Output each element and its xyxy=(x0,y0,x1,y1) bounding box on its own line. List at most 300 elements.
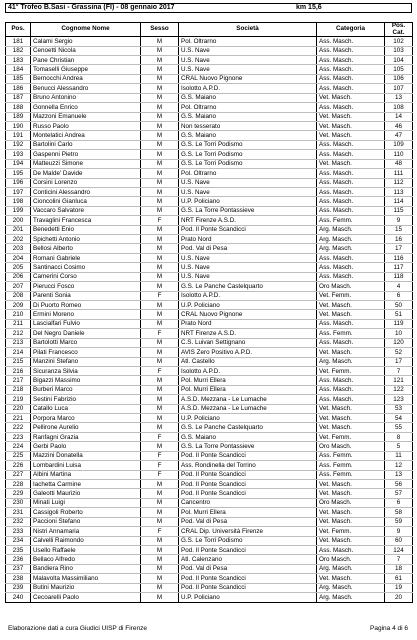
cell-name: Matteuzzi Simone xyxy=(31,159,141,168)
cell-sex: M xyxy=(141,545,179,554)
cell-category: Arg. Masch. xyxy=(317,357,385,366)
cell-name: Montelatici Andrea xyxy=(31,131,141,140)
cell-pos: 216 xyxy=(6,366,31,375)
cell-category: Ass. Masch. xyxy=(317,338,385,347)
cell-category: Vet. Femm. xyxy=(317,291,385,300)
cell-sex: M xyxy=(141,140,179,149)
cell-cat-pos: 50 xyxy=(385,301,413,310)
cell-name: Gonnella Enrico xyxy=(31,103,141,112)
cell-club: U.P. Policiano xyxy=(179,301,317,310)
cell-pos: 205 xyxy=(6,263,31,272)
cell-club: Pod. Il Ponte Scandicci xyxy=(179,225,317,234)
cell-club: Isolotto A.P.D. xyxy=(179,366,317,375)
cell-category: Ass. Masch. xyxy=(317,395,385,404)
cell-pos: 236 xyxy=(6,555,31,564)
table-row xyxy=(6,498,413,507)
cell-category: Arg. Masch. xyxy=(317,564,385,573)
cell-pos: 226 xyxy=(6,461,31,470)
cell-sex: M xyxy=(141,498,179,507)
cell-category: Ass. Masch. xyxy=(317,65,385,74)
table-row xyxy=(6,583,413,592)
cell-cat-pos: 58 xyxy=(385,508,413,517)
table-row xyxy=(6,536,413,545)
footer-page-number: Pagina 4 di 6 xyxy=(370,625,408,632)
cell-pos: 199 xyxy=(6,206,31,215)
cell-category: Oro Masch. xyxy=(317,498,385,507)
cell-category: Vet. Femm. xyxy=(317,527,385,536)
cell-cat-pos: 20 xyxy=(385,593,413,602)
cell-sex: M xyxy=(141,282,179,291)
table-row xyxy=(6,470,413,479)
cell-club: Pol. Oltrarno xyxy=(179,37,317,46)
cell-category: Ass. Masch. xyxy=(317,385,385,394)
cell-sex: M xyxy=(141,574,179,583)
cell-pos: 224 xyxy=(6,442,31,451)
cell-cat-pos: 60 xyxy=(385,536,413,545)
cell-pos: 215 xyxy=(6,357,31,366)
cell-pos: 210 xyxy=(6,310,31,319)
cell-club: U.P. Policiano xyxy=(179,414,317,423)
table-row xyxy=(6,376,413,385)
cell-cat-pos: 103 xyxy=(385,46,413,55)
cell-name: Galeotti Maurizio xyxy=(31,489,141,498)
cell-sex: M xyxy=(141,253,179,262)
cell-club: G.S. Le Torri Podismo xyxy=(179,159,317,168)
cell-pos: 181 xyxy=(6,37,31,46)
cell-category: Ass. Femm. xyxy=(317,329,385,338)
cell-name: Cecoarelli Paolo xyxy=(31,593,141,602)
cell-club: U.P. Policiano xyxy=(179,593,317,602)
cell-cat-pos: 19 xyxy=(385,583,413,592)
cell-club: Pod. Val di Pesa xyxy=(179,564,317,573)
cell-cat-pos: 7 xyxy=(385,555,413,564)
cell-sex: M xyxy=(141,244,179,253)
cell-name: Camerini Corso xyxy=(31,272,141,281)
table-row xyxy=(6,564,413,573)
cell-sex: M xyxy=(141,404,179,413)
cell-name: Di Puorto Romeo xyxy=(31,301,141,310)
cell-cat-pos: 108 xyxy=(385,103,413,112)
cell-category: Ass. Masch. xyxy=(317,150,385,159)
cell-pos: 185 xyxy=(6,74,31,83)
cell-club: Atl. Calenzano xyxy=(179,555,317,564)
cell-cat-pos: 18 xyxy=(385,564,413,573)
cell-name: Lombardini Luisa xyxy=(31,461,141,470)
cell-club: G.S. Le Panche Castelquarto xyxy=(179,423,317,432)
cell-sex: M xyxy=(141,376,179,385)
cell-cat-pos: 123 xyxy=(385,395,413,404)
cell-club: G.S. Maiano xyxy=(179,112,317,121)
cell-cat-pos: 13 xyxy=(385,93,413,102)
cell-cat-pos: 17 xyxy=(385,357,413,366)
cell-club: Pod. Il Ponte Scandicci xyxy=(179,489,317,498)
cell-name: Sicuranza Silvia xyxy=(31,366,141,375)
cell-club: Isolotto A.P.D. xyxy=(179,291,317,300)
cell-category: Ass. Masch. xyxy=(317,197,385,206)
cell-cat-pos: 14 xyxy=(385,112,413,121)
cell-category: Ass. Masch. xyxy=(317,74,385,83)
cell-sex: M xyxy=(141,263,179,272)
cell-cat-pos: 112 xyxy=(385,178,413,187)
race-title-bar xyxy=(5,3,412,13)
cell-name: Cenoetti Nicola xyxy=(31,46,141,55)
col-header-pos: Pos. xyxy=(6,23,31,37)
cell-sex: M xyxy=(141,150,179,159)
cell-name: Mazzini Donatella xyxy=(31,451,141,460)
cell-sex: M xyxy=(141,187,179,196)
cell-club: Pol. Murri Ellera xyxy=(179,376,317,385)
cell-cat-pos: 53 xyxy=(385,404,413,413)
cell-name: Romani Gabriele xyxy=(31,253,141,262)
cell-sex: M xyxy=(141,46,179,55)
table-row xyxy=(6,103,413,112)
cell-pos: 186 xyxy=(6,84,31,93)
cell-cat-pos: 119 xyxy=(385,319,413,328)
cell-pos: 208 xyxy=(6,291,31,300)
table-row xyxy=(6,65,413,74)
cell-name: Parenti Sonia xyxy=(31,291,141,300)
table-row xyxy=(6,348,413,357)
cell-cat-pos: 6 xyxy=(385,291,413,300)
cell-pos: 240 xyxy=(6,593,31,602)
cell-name: Burberi Marco xyxy=(31,385,141,394)
cell-sex: M xyxy=(141,225,179,234)
table-row xyxy=(6,395,413,404)
cell-club: Atl. Castello xyxy=(179,357,317,366)
cell-sex: M xyxy=(141,197,179,206)
results-table xyxy=(5,22,413,603)
cell-category: Vet. Masch. xyxy=(317,131,385,140)
table-row xyxy=(6,432,413,441)
cell-pos: 221 xyxy=(6,414,31,423)
cell-category: Vet. Masch. xyxy=(317,348,385,357)
table-row xyxy=(6,169,413,178)
footer-credits: Elaborazione dati a cura Giudici UISP di Firenze xyxy=(8,625,147,632)
cell-sex: M xyxy=(141,84,179,93)
cell-pos: 200 xyxy=(6,216,31,225)
cell-sex: F xyxy=(141,470,179,479)
cell-club: Ass. Rondinella del Torrino xyxy=(179,461,317,470)
cell-pos: 195 xyxy=(6,169,31,178)
cell-pos: 202 xyxy=(6,235,31,244)
cell-cat-pos: 118 xyxy=(385,272,413,281)
cell-pos: 214 xyxy=(6,348,31,357)
cell-category: Vet. Masch. xyxy=(317,121,385,130)
cell-category: Arg. Masch. xyxy=(317,244,385,253)
table-row xyxy=(6,555,413,564)
table-row xyxy=(6,263,413,272)
cell-category: Vet. Masch. xyxy=(317,489,385,498)
cell-name: Conticini Alessandro xyxy=(31,187,141,196)
cell-cat-pos: 47 xyxy=(385,131,413,140)
cell-name: Catallo Luca xyxy=(31,404,141,413)
cell-cat-pos: 10 xyxy=(385,329,413,338)
cell-cat-pos: 9 xyxy=(385,216,413,225)
table-row xyxy=(6,272,413,281)
cell-club: G.S. Maiano xyxy=(179,131,317,140)
cell-name: Bernocchi Andrea xyxy=(31,74,141,83)
table-row xyxy=(6,140,413,149)
cell-pos: 218 xyxy=(6,385,31,394)
cell-cat-pos: 124 xyxy=(385,545,413,554)
cell-sex: M xyxy=(141,414,179,423)
cell-name: Mazzoni Emanuele xyxy=(31,112,141,121)
cell-cat-pos: 113 xyxy=(385,187,413,196)
table-row xyxy=(6,527,413,536)
race-title: 41° Trofeo B.Sasi - Grassina (FI) - 08 gennaio 2017 xyxy=(8,4,175,11)
cell-cat-pos: 111 xyxy=(385,169,413,178)
cell-category: Vet. Femm. xyxy=(317,432,385,441)
cell-sex: M xyxy=(141,56,179,65)
cell-sex: F xyxy=(141,329,179,338)
cell-pos: 235 xyxy=(6,545,31,554)
cell-club: A.S.D. Mezzana - Le Lumache xyxy=(179,404,317,413)
cell-sex: M xyxy=(141,103,179,112)
cell-club: G.S. Le Torri Podismo xyxy=(179,150,317,159)
cell-name: Bellosi Alberto xyxy=(31,244,141,253)
cell-pos: 197 xyxy=(6,187,31,196)
cell-category: Arg. Masch. xyxy=(317,583,385,592)
cell-name: Benucci Alessandro xyxy=(31,84,141,93)
cell-name: Ranfagni Grazia xyxy=(31,432,141,441)
cell-sex: M xyxy=(141,385,179,394)
cell-name: Pane Christian xyxy=(31,56,141,65)
cell-cat-pos: 16 xyxy=(385,235,413,244)
cell-cat-pos: 116 xyxy=(385,253,413,262)
cell-name: Bandiera Rino xyxy=(31,564,141,573)
cell-pos: 207 xyxy=(6,282,31,291)
cell-category: Vet. Masch. xyxy=(317,159,385,168)
cell-name: Bruno Antonino xyxy=(31,93,141,102)
cell-sex: M xyxy=(141,272,179,281)
cell-category: Vet. Masch. xyxy=(317,423,385,432)
cell-pos: 201 xyxy=(6,225,31,234)
cell-club: U.P. Policiano xyxy=(179,197,317,206)
cell-category: Oro Masch. xyxy=(317,282,385,291)
table-row xyxy=(6,150,413,159)
cell-club: Pol. Oltrarno xyxy=(179,169,317,178)
cell-pos: 194 xyxy=(6,159,31,168)
cell-name: Pilati Francesco xyxy=(31,348,141,357)
table-row xyxy=(6,574,413,583)
cell-sex: M xyxy=(141,169,179,178)
cell-name: Porpora Marco xyxy=(31,414,141,423)
cell-cat-pos: 17 xyxy=(385,244,413,253)
cell-category: Ass. Masch. xyxy=(317,84,385,93)
cell-name: Bartolini Carlo xyxy=(31,140,141,149)
cell-pos: 217 xyxy=(6,376,31,385)
cell-name: Paccioni Stefano xyxy=(31,517,141,526)
cell-category: Ass. Masch. xyxy=(317,187,385,196)
cell-club: Pod. Il Ponte Scandicci xyxy=(179,583,317,592)
cell-club: Pod. Val di Pesa xyxy=(179,244,317,253)
cell-category: Ass. Masch. xyxy=(317,545,385,554)
cell-sex: F xyxy=(141,432,179,441)
cell-cat-pos: 55 xyxy=(385,423,413,432)
table-row xyxy=(6,357,413,366)
table-row xyxy=(6,291,413,300)
cell-pos: 204 xyxy=(6,253,31,262)
cell-club: CRAL Dip. Università Firenze xyxy=(179,527,317,536)
cell-pos: 234 xyxy=(6,536,31,545)
table-row xyxy=(6,93,413,102)
cell-cat-pos: 52 xyxy=(385,348,413,357)
cell-cat-pos: 13 xyxy=(385,470,413,479)
table-row xyxy=(6,84,413,93)
cell-cat-pos: 11 xyxy=(385,451,413,460)
cell-sex: M xyxy=(141,517,179,526)
table-row xyxy=(6,451,413,460)
cell-category: Ass. Femm. xyxy=(317,470,385,479)
cell-name: Spichetti Antonio xyxy=(31,235,141,244)
cell-pos: 229 xyxy=(6,489,31,498)
results-body xyxy=(6,37,413,602)
cell-pos: 192 xyxy=(6,140,31,149)
cell-sex: M xyxy=(141,65,179,74)
cell-pos: 206 xyxy=(6,272,31,281)
cell-name: Bellaco Alfredo xyxy=(31,555,141,564)
col-header-name: Cognome Nome xyxy=(31,23,141,37)
table-row xyxy=(6,46,413,55)
cell-cat-pos: 12 xyxy=(385,461,413,470)
cell-cat-pos: 8 xyxy=(385,432,413,441)
cell-cat-pos: 59 xyxy=(385,517,413,526)
cell-cat-pos: 46 xyxy=(385,121,413,130)
cell-category: Ass. Masch. xyxy=(317,46,385,55)
cell-sex: M xyxy=(141,536,179,545)
cell-cat-pos: 7 xyxy=(385,366,413,375)
cell-cat-pos: 109 xyxy=(385,140,413,149)
cell-cat-pos: 56 xyxy=(385,480,413,489)
cell-club: A.S.D. Mezzana - Le Lumache xyxy=(179,395,317,404)
table-row xyxy=(6,489,413,498)
cell-pos: 231 xyxy=(6,508,31,517)
table-row xyxy=(6,338,413,347)
table-row xyxy=(6,206,413,215)
cell-club: U.S. Nave xyxy=(179,253,317,262)
cell-cat-pos: 107 xyxy=(385,84,413,93)
table-row xyxy=(6,593,413,602)
col-header-category: Categoria xyxy=(317,23,385,37)
cell-cat-pos: 110 xyxy=(385,150,413,159)
cell-club: Prato Nord xyxy=(179,319,317,328)
table-row xyxy=(6,319,413,328)
table-row xyxy=(6,282,413,291)
table-row xyxy=(6,225,413,234)
cell-name: Sestini Fabrizio xyxy=(31,395,141,404)
cell-cat-pos: 115 xyxy=(385,206,413,215)
cell-cat-pos: 121 xyxy=(385,376,413,385)
cell-name: Pellirone Aurelio xyxy=(31,423,141,432)
cell-pos: 198 xyxy=(6,197,31,206)
cell-category: Vet. Masch. xyxy=(317,574,385,583)
cell-club: Pol. Murri Ellera xyxy=(179,385,317,394)
cell-pos: 220 xyxy=(6,404,31,413)
cell-club: U.S. Nave xyxy=(179,46,317,55)
cell-club: G.S. Le Torri Podismo xyxy=(179,140,317,149)
table-row xyxy=(6,56,413,65)
cell-name: Cioncolini Gianluca xyxy=(31,197,141,206)
cell-club: Pod. Il Ponte Scandicci xyxy=(179,470,317,479)
cell-sex: M xyxy=(141,121,179,130)
cell-name: Iachetta Carmine xyxy=(31,480,141,489)
cell-category: Ass. Masch. xyxy=(317,263,385,272)
cell-cat-pos: 122 xyxy=(385,385,413,394)
cell-sex: M xyxy=(141,131,179,140)
table-row xyxy=(6,461,413,470)
table-row xyxy=(6,159,413,168)
cell-category: Ass. Femm. xyxy=(317,451,385,460)
cell-pos: 227 xyxy=(6,470,31,479)
cell-sex: M xyxy=(141,93,179,102)
cell-name: Pierucci Fosco xyxy=(31,282,141,291)
cell-category: Vet. Masch. xyxy=(317,480,385,489)
cell-club: U.S. Nave xyxy=(179,272,317,281)
cell-pos: 184 xyxy=(6,65,31,74)
cell-pos: 237 xyxy=(6,564,31,573)
cell-name: Lascialfari Fulvio xyxy=(31,319,141,328)
cell-category: Ass. Masch. xyxy=(317,206,385,215)
cell-pos: 209 xyxy=(6,301,31,310)
cell-sex: F xyxy=(141,461,179,470)
cell-club: Cancentro xyxy=(179,498,317,507)
table-row xyxy=(6,310,413,319)
cell-pos: 193 xyxy=(6,150,31,159)
cell-name: Benedetti Enio xyxy=(31,225,141,234)
cell-sex: M xyxy=(141,74,179,83)
cell-pos: 191 xyxy=(6,131,31,140)
cell-cat-pos: 105 xyxy=(385,65,413,74)
cell-sex: M xyxy=(141,348,179,357)
cell-sex: M xyxy=(141,338,179,347)
cell-cat-pos: 104 xyxy=(385,56,413,65)
cell-sex: M xyxy=(141,310,179,319)
cell-club: Pod. Val di Pesa xyxy=(179,517,317,526)
cell-category: Ass. Masch. xyxy=(317,272,385,281)
table-row xyxy=(6,545,413,554)
table-row xyxy=(6,216,413,225)
cell-club: NRT Firenze A.S.D. xyxy=(179,329,317,338)
cell-category: Vet. Masch. xyxy=(317,517,385,526)
cell-category: Ass. Masch. xyxy=(317,140,385,149)
cell-club: CRAL Nuovo Pignone xyxy=(179,310,317,319)
cell-pos: 196 xyxy=(6,178,31,187)
cell-sex: F xyxy=(141,291,179,300)
cell-sex: F xyxy=(141,366,179,375)
cell-cat-pos: 117 xyxy=(385,263,413,272)
cell-name: Travaglini Francesca xyxy=(31,216,141,225)
table-row xyxy=(6,442,413,451)
cell-category: Ass. Femm. xyxy=(317,216,385,225)
cell-pos: 182 xyxy=(6,46,31,55)
cell-category: Ass. Masch. xyxy=(317,253,385,262)
cell-pos: 187 xyxy=(6,93,31,102)
cell-pos: 238 xyxy=(6,574,31,583)
cell-category: Ass. Masch. xyxy=(317,37,385,46)
cell-category: Vet. Masch. xyxy=(317,414,385,423)
table-row xyxy=(6,414,413,423)
cell-category: Ass. Masch. xyxy=(317,56,385,65)
cell-club: G.S. Maiano xyxy=(179,432,317,441)
cell-cat-pos: 57 xyxy=(385,489,413,498)
cell-name: Bigazzi Massimo xyxy=(31,376,141,385)
cell-sex: M xyxy=(141,37,179,46)
cell-category: Arg. Masch. xyxy=(317,593,385,602)
cell-category: Vet. Masch. xyxy=(317,310,385,319)
cell-pos: 232 xyxy=(6,517,31,526)
cell-club: NRT Firenze A.S.D. xyxy=(179,216,317,225)
race-distance: km 15,6 xyxy=(296,4,322,11)
